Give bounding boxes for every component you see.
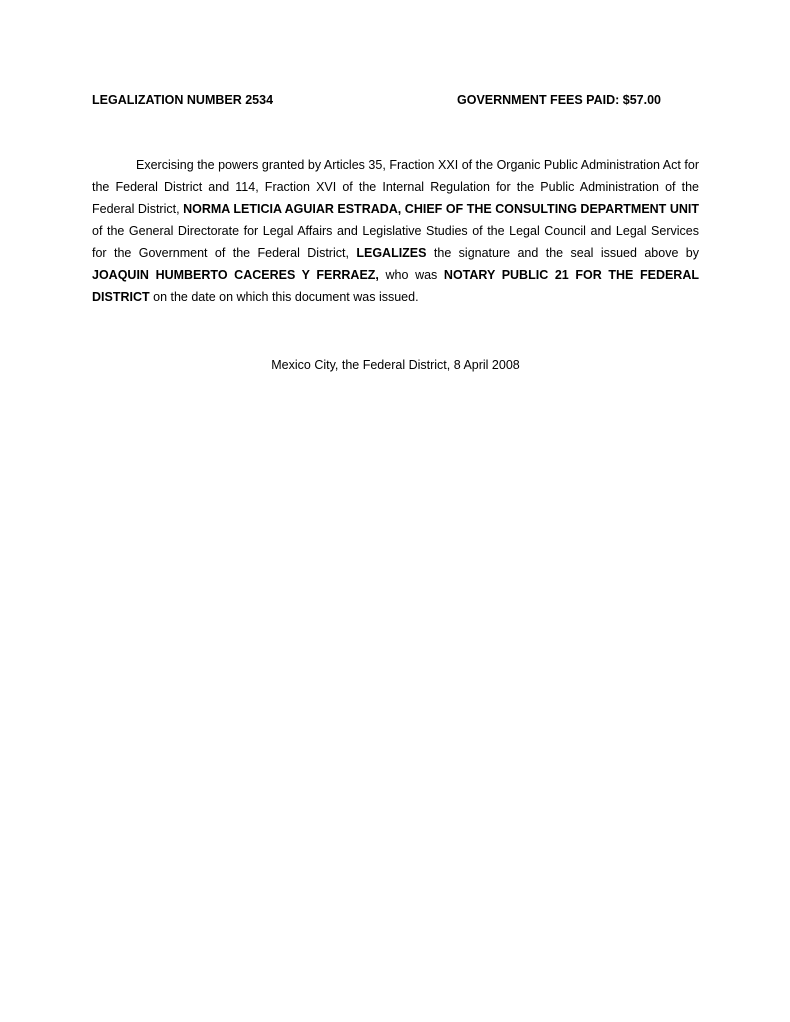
document-header: [92, 91, 700, 109]
paragraph-segment: Exercising the powers granted by Articles 35, Fraction XXI of the Organic Public Administration Act for the Federal District and 114, Fraction XVI of the Internal Regulation for the Public Administration of the Federal District,: [92, 158, 699, 216]
legalization-paragraph: [92, 154, 699, 308]
legalizes-keyword: LEGALIZES: [356, 246, 427, 260]
government-fees-paid: GOVERNMENT FEES PAID: $57.00: [457, 93, 661, 107]
paragraph-segment: the signature and the seal issued above by: [426, 246, 699, 260]
legalization-number: LEGALIZATION NUMBER 2534: [92, 93, 274, 107]
place-and-date: Mexico City, the Federal District, 8 April 2008: [271, 358, 520, 372]
paragraph-segment: of the General Directorate for Legal Affairs and Legislative Studies of the Legal Council and Legal Services for the Government of the Federal District,: [92, 224, 699, 260]
official-name-and-title: NORMA LETICIA AGUIAR ESTRADA, CHIEF OF THE CONSULTING DEPARTMENT UNIT: [183, 202, 699, 216]
notary-office: NOTARY PUBLIC 21 FOR THE FEDERAL DISTRICT: [92, 268, 699, 304]
notary-name: JOAQUIN HUMBERTO CACERES Y FERRAEZ,: [92, 268, 379, 282]
paragraph-segment: on the date on which this document was issued.: [149, 290, 419, 304]
paragraph-segment: who was: [378, 268, 444, 282]
